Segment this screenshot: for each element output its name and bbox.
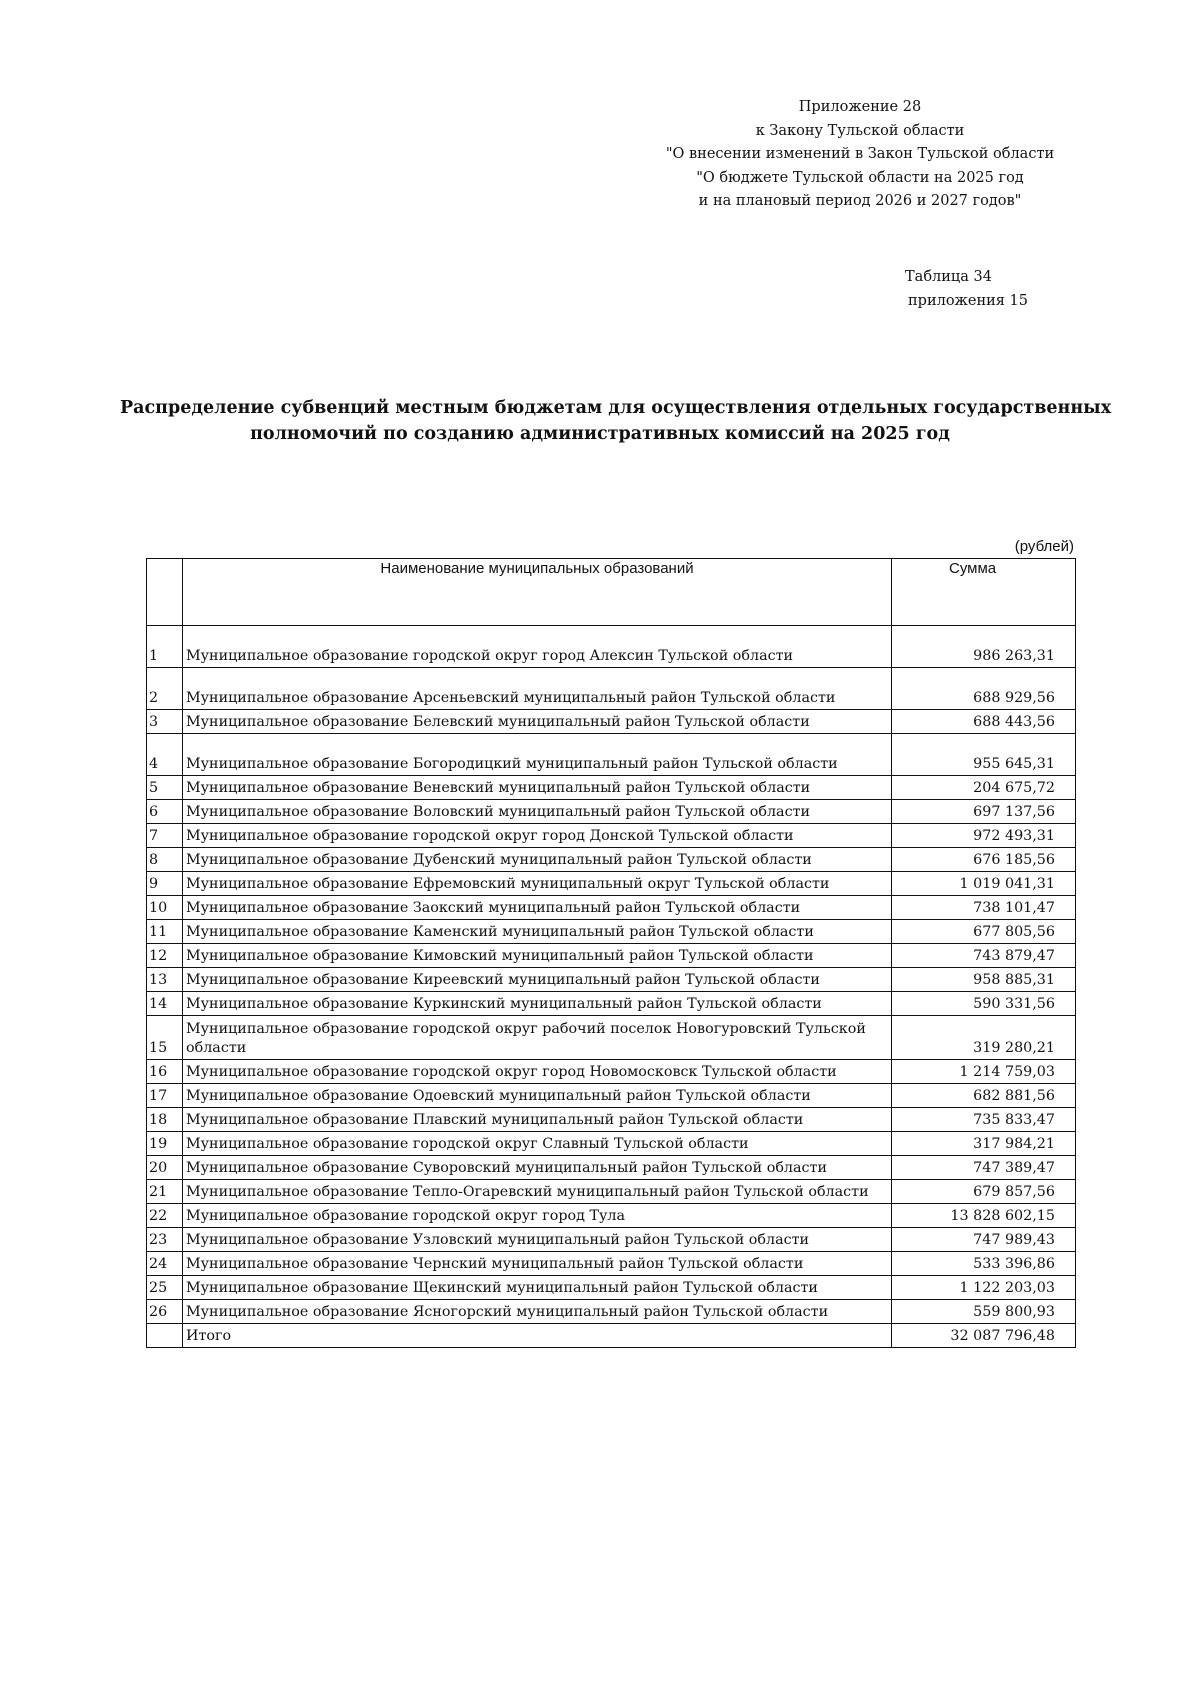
appendix-header: [650, 96, 1070, 214]
row-number: 10: [147, 896, 183, 920]
header-sum: Сумма: [892, 559, 1076, 626]
row-sum: 747 389,47: [892, 1156, 1076, 1180]
row-municipality-name: Муниципальное образование Щекинский муниципальный район Тульской области: [183, 1276, 892, 1300]
table-row: [147, 1300, 1076, 1324]
row-municipality-name: Муниципальное образование городской округ рабочий поселок Новогуровский Тульской области: [183, 1016, 892, 1060]
row-number: 22: [147, 1204, 183, 1228]
table-reference: [905, 266, 1028, 313]
row-sum: 958 885,31: [892, 968, 1076, 992]
row-number: 9: [147, 872, 183, 896]
row-sum: 676 185,56: [892, 848, 1076, 872]
row-sum: 559 800,93: [892, 1300, 1076, 1324]
row-number: 25: [147, 1276, 183, 1300]
row-sum: 738 101,47: [892, 896, 1076, 920]
row-number: 8: [147, 848, 183, 872]
row-sum: 677 805,56: [892, 920, 1076, 944]
table-row: [147, 1252, 1076, 1276]
row-sum: 972 493,31: [892, 824, 1076, 848]
unit-label: (рублей): [1014, 538, 1074, 555]
table-row: [147, 734, 1076, 776]
table-row: [147, 1108, 1076, 1132]
table-appendix-number: приложения 15: [908, 292, 1029, 309]
appendix-line: "О внесении изменений в Закон Тульской области: [665, 146, 1055, 162]
total-row: [147, 1324, 1076, 1348]
row-number: 6: [147, 800, 183, 824]
row-sum: 1 019 041,31: [892, 872, 1076, 896]
document-title: [120, 395, 1112, 447]
header-num: [147, 559, 183, 626]
row-number: 2: [147, 668, 183, 710]
row-municipality-name: Муниципальное образование Заокский муниципальный район Тульской области: [183, 896, 892, 920]
row-municipality-name: Муниципальное образование Куркинский муниципальный район Тульской области: [183, 992, 892, 1016]
row-municipality-name: Муниципальное образование городской округ город Новомосковск Тульской области: [183, 1060, 892, 1084]
table-row: [147, 776, 1076, 800]
table-row: [147, 848, 1076, 872]
row-number: 14: [147, 992, 183, 1016]
table-row: [147, 1084, 1076, 1108]
row-sum: 319 280,21: [892, 1016, 1076, 1060]
row-municipality-name: Муниципальное образование Узловский муниципальный район Тульской области: [183, 1228, 892, 1252]
row-number: 26: [147, 1300, 183, 1324]
table-row: [147, 920, 1076, 944]
row-sum: 204 675,72: [892, 776, 1076, 800]
row-municipality-name: Муниципальное образование Ясногорский муниципальный район Тульской области: [183, 1300, 892, 1324]
row-number: 4: [147, 734, 183, 776]
row-number: 13: [147, 968, 183, 992]
row-sum: 688 929,56: [892, 668, 1076, 710]
row-sum: 986 263,31: [892, 626, 1076, 668]
row-number: 23: [147, 1228, 183, 1252]
row-municipality-name: Муниципальное образование Ефремовский муниципальный округ Тульской области: [183, 872, 892, 896]
table-row: [147, 1016, 1076, 1060]
row-number: 3: [147, 710, 183, 734]
row-sum: 1 214 759,03: [892, 1060, 1076, 1084]
row-number: 17: [147, 1084, 183, 1108]
row-number: 1: [147, 626, 183, 668]
row-sum: 955 645,31: [892, 734, 1076, 776]
table-row: [147, 1156, 1076, 1180]
row-sum: 688 443,56: [892, 710, 1076, 734]
table-row: [147, 1276, 1076, 1300]
row-sum: 743 879,47: [892, 944, 1076, 968]
row-sum: 735 833,47: [892, 1108, 1076, 1132]
row-sum: 682 881,56: [892, 1084, 1076, 1108]
row-municipality-name: Муниципальное образование Каменский муниципальный район Тульской области: [183, 920, 892, 944]
row-municipality-name: Муниципальное образование городской округ Славный Тульской области: [183, 1132, 892, 1156]
row-number: 5: [147, 776, 183, 800]
row-number: 20: [147, 1156, 183, 1180]
row-sum: 697 137,56: [892, 800, 1076, 824]
table-row: [147, 800, 1076, 824]
row-municipality-name: Муниципальное образование Одоевский муниципальный район Тульской области: [183, 1084, 892, 1108]
row-municipality-name: Муниципальное образование Богородицкий муниципальный район Тульской области: [183, 734, 892, 776]
row-municipality-name: Муниципальное образование городской округ город Тула: [183, 1204, 892, 1228]
row-municipality-name: Муниципальное образование Плавский муниципальный район Тульской области: [183, 1108, 892, 1132]
row-municipality-name: Муниципальное образование Тепло-Огаревский муниципальный район Тульской области: [183, 1180, 892, 1204]
table-number: Таблица 34: [905, 269, 992, 285]
row-municipality-name: Муниципальное образование Белевский муниципальный район Тульской области: [183, 710, 892, 734]
table-row: [147, 1132, 1076, 1156]
table-row: [147, 872, 1076, 896]
table-row: [147, 710, 1076, 734]
row-sum: 590 331,56: [892, 992, 1076, 1016]
header-name: Наименование муниципальных образований: [183, 559, 892, 626]
row-municipality-name: Муниципальное образование городской округ город Алексин Тульской области: [183, 626, 892, 668]
table-header-row: [147, 559, 1076, 626]
row-number: 15: [147, 1016, 183, 1060]
table-row: [147, 896, 1076, 920]
row-municipality-name: Муниципальное образование Веневский муниципальный район Тульской области: [183, 776, 892, 800]
table-row: [147, 1180, 1076, 1204]
table-row: [147, 1228, 1076, 1252]
total-label: Итого: [183, 1324, 892, 1348]
row-number: 21: [147, 1180, 183, 1204]
row-municipality-name: Муниципальное образование Чернский муниципальный район Тульской области: [183, 1252, 892, 1276]
row-municipality-name: Муниципальное образование Киреевский муниципальный район Тульской области: [183, 968, 892, 992]
appendix-line: и на плановый период 2026 и 2027 годов": [698, 193, 1022, 209]
table-row: [147, 968, 1076, 992]
appendix-line: "О бюджете Тульской области на 2025 год: [696, 169, 1024, 186]
row-sum: 679 857,56: [892, 1180, 1076, 1204]
row-number: 24: [147, 1252, 183, 1276]
table-row: [147, 992, 1076, 1016]
row-municipality-name: Муниципальное образование Дубенский муниципальный район Тульской области: [183, 848, 892, 872]
title-line: Распределение субвенций местным бюджетам для осуществления отдельных государственных: [120, 398, 1112, 418]
row-municipality-name: Муниципальное образование Кимовский муниципальный район Тульской области: [183, 944, 892, 968]
total-sum: 32 087 796,48: [892, 1324, 1076, 1348]
total-num: [147, 1324, 183, 1348]
row-sum: 747 989,43: [892, 1228, 1076, 1252]
table-row: [147, 626, 1076, 668]
row-number: 19: [147, 1132, 183, 1156]
row-sum: 533 396,86: [892, 1252, 1076, 1276]
table-row: [147, 1060, 1076, 1084]
table-row: [147, 824, 1076, 848]
title-line: полномочий по созданию административных комиссий на 2025 год: [250, 424, 950, 444]
row-municipality-name: Муниципальное образование Воловский муниципальный район Тульской области: [183, 800, 892, 824]
row-number: 11: [147, 920, 183, 944]
table-row: [147, 668, 1076, 710]
row-number: 7: [147, 824, 183, 848]
row-municipality-name: Муниципальное образование городской округ город Донской Тульской области: [183, 824, 892, 848]
row-municipality-name: Муниципальное образование Суворовский муниципальный район Тульской области: [183, 1156, 892, 1180]
table-row: [147, 944, 1076, 968]
row-municipality-name: Муниципальное образование Арсеньевский муниципальный район Тульской области: [183, 668, 892, 710]
row-number: 12: [147, 944, 183, 968]
row-number: 18: [147, 1108, 183, 1132]
appendix-line: к Закону Тульской области: [755, 122, 965, 139]
row-sum: 1 122 203,03: [892, 1276, 1076, 1300]
row-sum: 317 984,21: [892, 1132, 1076, 1156]
subvention-table: [146, 558, 1076, 1348]
row-sum: 13 828 602,15: [892, 1204, 1076, 1228]
appendix-line: Приложение 28: [798, 99, 922, 115]
row-number: 16: [147, 1060, 183, 1084]
table-row: [147, 1204, 1076, 1228]
